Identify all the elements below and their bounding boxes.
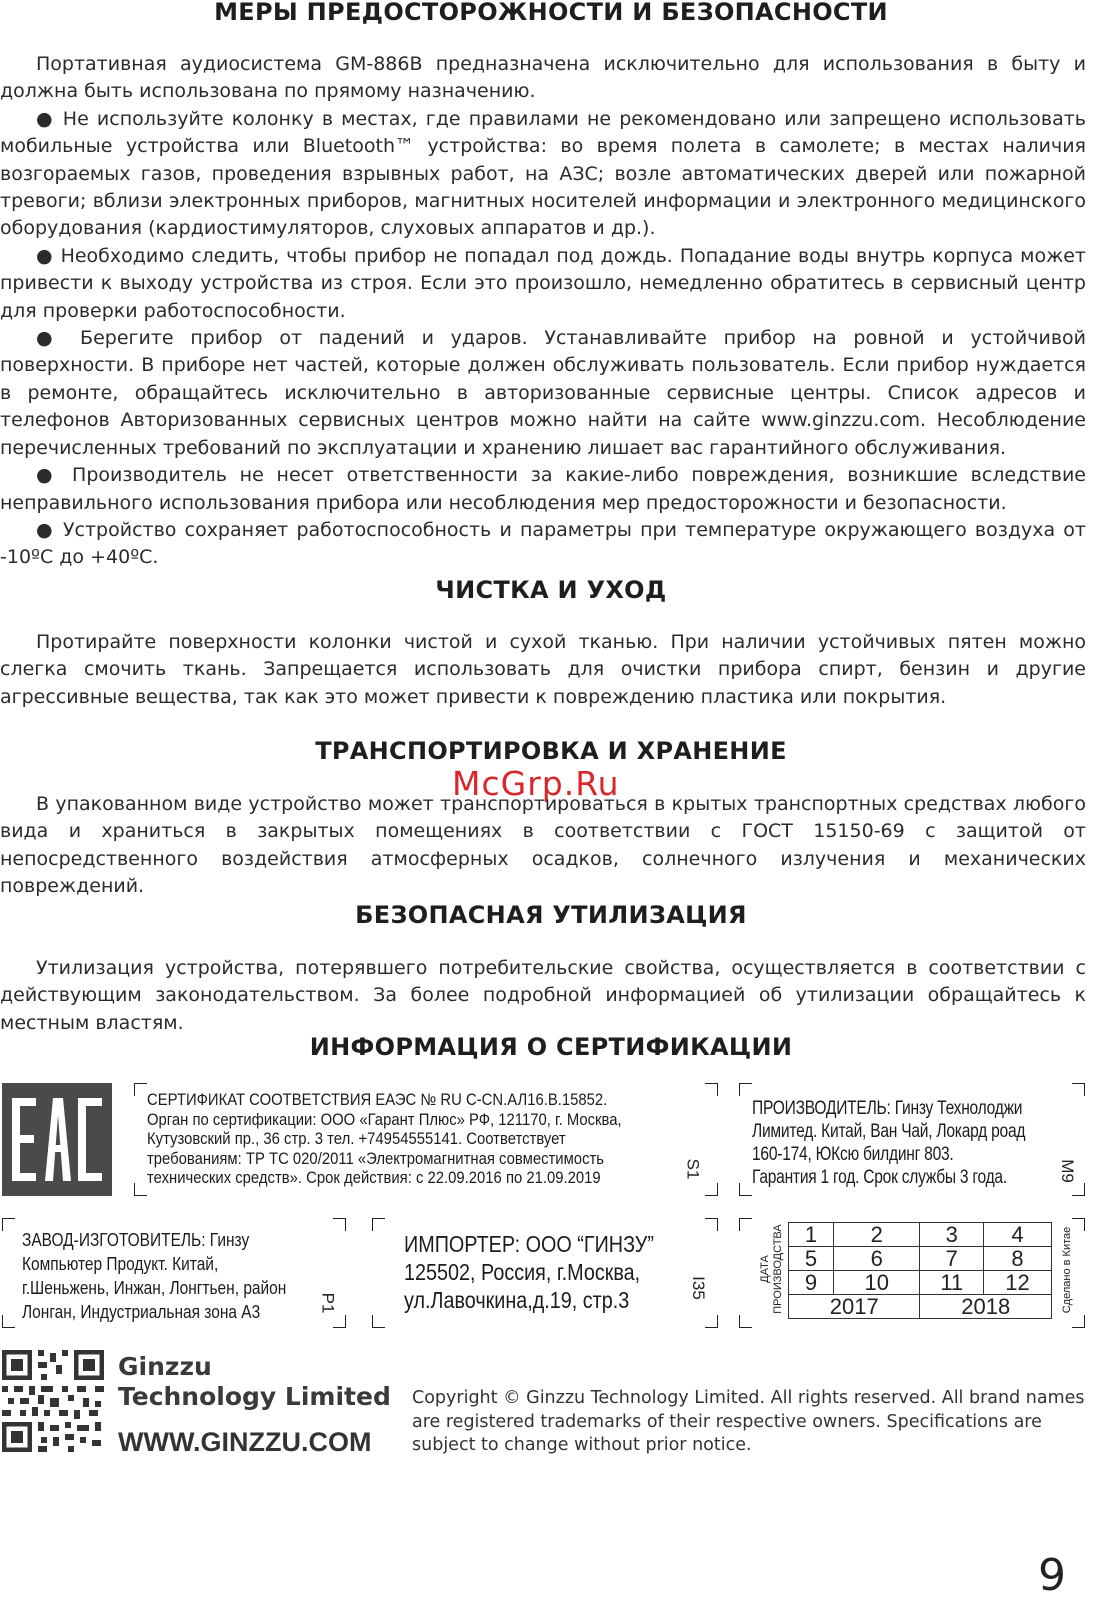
eac-logo bbox=[2, 1083, 112, 1196]
copyright-notice: Copyright © Ginzzu Technology Limited. All rights reserved. All brand names are registered trademarks of their respective owners. Specifications are subject to change without prior notice. bbox=[412, 1388, 1085, 1455]
month-cell: 7 bbox=[920, 1247, 984, 1271]
month-row bbox=[789, 1223, 1052, 1247]
manufacturer-line-4: Гарантия 1 год. Срок службы 3 года. bbox=[752, 1167, 1007, 1188]
transport-paragraph: В упакованном виде устройство может транспортироваться в крытых транспортных средствах любого вида и храниться в закрытых помещениях в соответствии с ГОСТ 15150-69 с защитой от непосредственного воздействия атмосферных осадков, солнечного излучения и механических повреждений. bbox=[0, 793, 1086, 898]
certificate-line-2: Орган по сертификации: ООО «Гарант Плюс» РФ, 121170, г. Москва, bbox=[147, 1110, 622, 1129]
month-cell: 1 bbox=[789, 1223, 834, 1247]
month-row bbox=[789, 1247, 1052, 1271]
safety-text bbox=[0, 51, 1086, 572]
factory-line-3: г.Шеньжень, Инжан, Лонгтьен, район bbox=[22, 1278, 287, 1298]
importer-line-3: ул.Лавочкина,д.19, стр.3 bbox=[404, 1287, 630, 1313]
transport-text bbox=[0, 791, 1086, 901]
brand-name bbox=[118, 1352, 391, 1412]
manufacturer-box bbox=[739, 1083, 1085, 1196]
safety-bullet-3: ● Берегите прибор от падений и ударов. Устанавливайте прибор на ровной и устойчивой поверхности. В приборе нет частей, которые должен обслуживать пользователь. Если прибор нуждается в ремонте, обращайтесь исключительно в авторизованные сервисные центры. Список адресов и телефонов Авторизованных сервисных центров можно найти на сайте www.ginzzu.com. Несоблюдение перечисленных требований по эксплуатации и хранению лишает вас гарантийного обслуживания. bbox=[0, 327, 1086, 459]
qr-code bbox=[2, 1350, 104, 1452]
safety-bullet-5: ● Устройство сохраняет работоспособность и параметры при температуре окружающего воздуха от -10ºС до +40ºС. bbox=[0, 518, 1086, 569]
cert-title: ИНФОРМАЦИЯ О СЕРТИФИКАЦИИ bbox=[309, 1033, 793, 1061]
factory-line-1: ЗАВОД-ИЗГОТОВИТЕЛЬ: Гинзу bbox=[22, 1230, 250, 1250]
safety-bullet-4: ● Производитель не несет ответственности за какие-либо повреждения, возникшие вследствие неправильного использования прибора или несоблюдения мер предосторожности и безопасности. bbox=[0, 464, 1086, 514]
importer-code: I35 bbox=[688, 1276, 708, 1300]
certificate-code: S1 bbox=[683, 1158, 703, 1180]
year-row bbox=[789, 1295, 1052, 1319]
month-cell: 5 bbox=[789, 1247, 834, 1271]
month-cell: 10 bbox=[833, 1271, 920, 1295]
care-text bbox=[0, 629, 1086, 711]
certificate-line-4: требованиям: ТР ТС 020/2011 «Электромагнитная совместимость bbox=[147, 1149, 605, 1168]
importer-box bbox=[372, 1218, 718, 1328]
month-cell: 11 bbox=[920, 1271, 984, 1295]
safety-intro: Портативная аудиосистема GM-886B предназначена исключительно для использования в быту и должна быть использована по прямому назначению. bbox=[0, 53, 1086, 103]
disposal-title: БЕЗОПАСНАЯ УТИЛИЗАЦИЯ bbox=[355, 901, 747, 929]
certificate-line-5: технических средств». Срок действия: с 22.09.2016 по 21.09.2019 bbox=[147, 1169, 601, 1187]
certificate-box bbox=[134, 1083, 718, 1196]
manufacturer-line-3: 160-174, ЮКсю билдинг 803. bbox=[752, 1144, 954, 1165]
production-date-grid bbox=[788, 1222, 1052, 1319]
brand-line-1: Ginzzu bbox=[118, 1352, 212, 1381]
brand-line-2: Technology Limited bbox=[118, 1382, 391, 1411]
made-in-label: Сделано в Китае bbox=[1061, 1226, 1073, 1314]
importer-line-2: 125502, Россия, г.Москва, bbox=[404, 1259, 641, 1285]
manufacturer-line-1: ПРОИЗВОДИТЕЛЬ: Гинзу Технолоджи bbox=[752, 1098, 1023, 1119]
safety-bullet-2: ● Необходимо следить, чтобы прибор не попадал под дождь. Попадание воды внутрь корпуса может привести к выходу устройства из строя. Если это произошло, немедленно обратитесь в сервисный центр для проверки работоспособности. bbox=[0, 244, 1086, 322]
month-cell: 9 bbox=[789, 1271, 834, 1295]
factory-line-2: Компьютер Продукт. Китай, bbox=[22, 1254, 219, 1274]
month-cell: 3 bbox=[920, 1223, 984, 1247]
production-date-label bbox=[759, 1214, 785, 1324]
factory-code: P1 bbox=[318, 1292, 338, 1314]
year-cell: 2018 bbox=[920, 1295, 1052, 1319]
month-cell: 6 bbox=[833, 1247, 920, 1271]
month-row bbox=[789, 1271, 1052, 1295]
importer-line-1: ИМПОРТЕР: ООО “ГИНЗУ” bbox=[404, 1231, 654, 1257]
safety-title: МЕРЫ ПРЕДОСТОРОЖНОСТИ И БЕЗОПАСНОСТИ bbox=[214, 0, 888, 26]
website-link: WWW.GINZZU.COM bbox=[118, 1427, 372, 1457]
month-cell: 12 bbox=[984, 1271, 1052, 1295]
factory-box bbox=[2, 1218, 346, 1328]
certificate-line-1: СЕРТИФИКАТ СООТВЕТСТВИЯ ЕАЭС № RU C-CN.АЛ16.В.15852. bbox=[147, 1091, 608, 1109]
eac-mark-icon bbox=[2, 1083, 112, 1196]
safety-bullet-1: ● Не используйте колонку в местах, где правилами не рекомендовано или запрещено использовать мобильные устройства или Bluetooth™ устройства: во время полета в самолете; в местах наличия возгораемых газов, проведения взрывных работ, на АЗС; возле автоматических дверей или пожарной тревоги; вблизи электронных приборов, магнитных носителей информации и электронного медицинского оборудования (кардиостимуляторов, слуховых аппаратов и др.). bbox=[0, 107, 1086, 240]
care-paragraph: Протирайте поверхности колонки чистой и сухой тканью. При наличии устойчивых пятен можно слегка смочить ткань. Запрещается использовать для очистки прибора спирт, бензин и другие агрессивные вещества, так как это может привести к повреждению пластика или покрытия. bbox=[0, 631, 1086, 708]
manufacturer-line-2: Лимитед. Китай, Ван Чай, Локард роад bbox=[752, 1121, 1026, 1142]
month-cell: 2 bbox=[833, 1223, 920, 1247]
transport-title: ТРАНСПОРТИРОВКА И ХРАНЕНИЕ bbox=[315, 737, 787, 765]
year-cell: 2017 bbox=[789, 1295, 920, 1319]
qr-code-icon bbox=[2, 1350, 104, 1452]
page-number: 9 bbox=[1038, 1550, 1066, 1601]
disposal-paragraph: Утилизация устройства, потерявшего потребительские свойства, осуществляется в соответствии с действующим законодательством. За более подробной информацией об утилизации обращайтесь к местным властям. bbox=[0, 957, 1086, 1034]
production-date-label-line-1: ДАТА bbox=[759, 1255, 771, 1283]
month-cell: 4 bbox=[984, 1223, 1052, 1247]
certificate-line-3: Кутузовский пр., 36 стр. 3 тел. +74954555141. Соответствует bbox=[147, 1130, 566, 1148]
watermark: McGrp.Ru bbox=[452, 764, 620, 803]
month-cell: 8 bbox=[984, 1247, 1052, 1271]
production-date-label-line-2: ПРОИЗВОДСТВА bbox=[772, 1224, 784, 1314]
care-title: ЧИСТКА И УХОД bbox=[435, 576, 667, 604]
disposal-text bbox=[0, 955, 1086, 1037]
factory-line-4: Лонган, Индустриальная зона А3 bbox=[22, 1302, 261, 1322]
manufacturer-code: M9 bbox=[1057, 1159, 1077, 1183]
